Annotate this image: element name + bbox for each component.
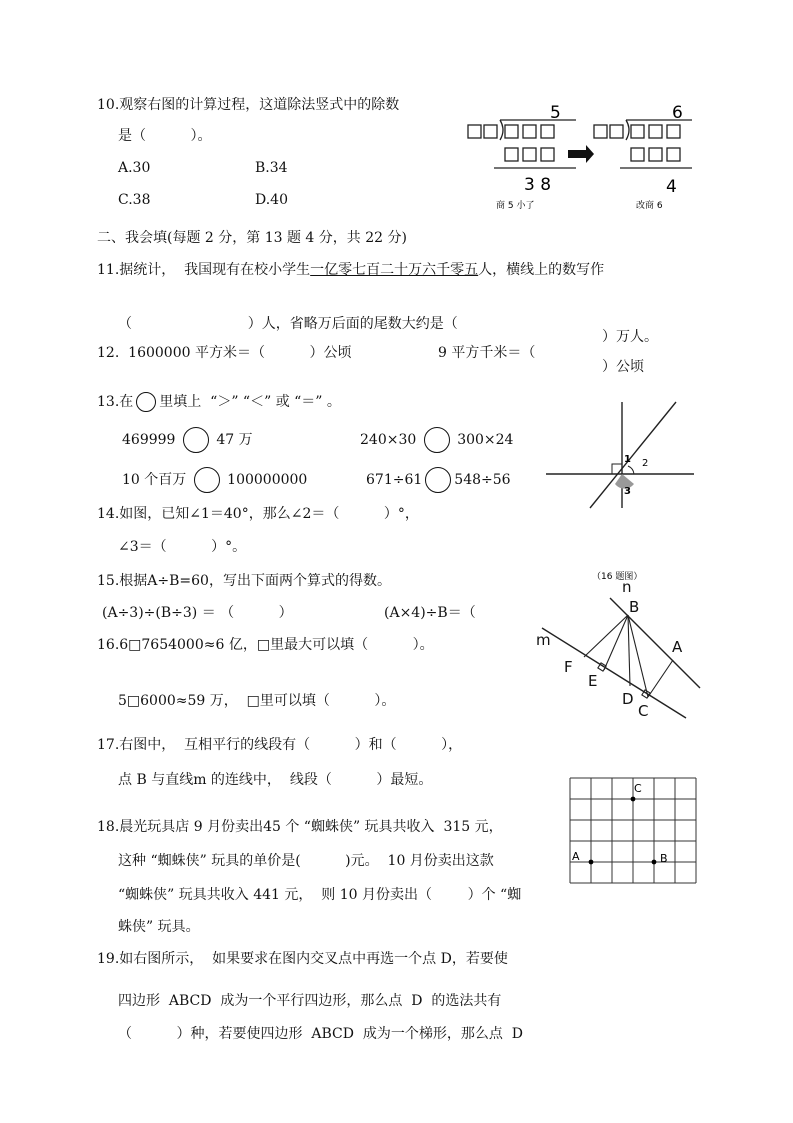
label-b: B: [629, 598, 640, 616]
point-b: [652, 860, 657, 865]
point-c: [631, 797, 636, 802]
q18-line3: “蜘蛛侠” 玩具共收入 441 元， 则 10 月份卖出（ ）个 “蜘: [118, 887, 522, 903]
label-m: m: [536, 631, 551, 649]
grid-label-c: C: [634, 782, 642, 795]
q13-r1-c: 240×30: [360, 432, 417, 448]
q10-remainder-left: 3 8: [524, 175, 552, 195]
section-2-heading: 二、我会填(每题 2 分，第 13 题 4 分，共 22 分): [97, 230, 407, 246]
q18-line1: 18.晨光玩具店 9 月份卖出45 个 “蜘蛛侠” 玩具共收入 315 元，: [97, 819, 503, 835]
left-division: [468, 120, 576, 168]
label-a: A: [672, 638, 683, 656]
q13-stem: [97, 392, 341, 412]
q10-option-d: D.40: [255, 192, 288, 208]
q17-line1: 17.右图中， 互相平行的线段有（ ）和（ ），: [97, 737, 463, 753]
angle-label-2: 2: [642, 458, 649, 469]
perpendicular-figure: [530, 570, 702, 720]
q12-part-c: ）公顷: [602, 359, 644, 375]
q13-r2-b: 100000000: [227, 472, 308, 488]
q15-stem: 15.根据A÷B=60，写出下面两个算式的得数。: [97, 573, 391, 589]
arrow-icon: [568, 145, 594, 163]
q10-quotient-left: 5: [550, 103, 561, 123]
label-c: C: [638, 702, 649, 720]
q10-option-a: A.30: [118, 160, 151, 176]
angle-figure: [546, 400, 696, 510]
q12-part-b: 9 平方千米＝（: [438, 345, 536, 361]
compare-circle[interactable]: [183, 427, 209, 453]
q17-line2: 点 B 与直线m 的连线中， 线段（ ）最短。: [118, 772, 433, 788]
q11-line2: （ ）人，省略万后面的尾数大约是（: [118, 316, 458, 332]
q10-stem: 10.观察右图的计算过程，这道除法竖式中的除数: [97, 97, 400, 113]
q10-remainder-right: 4: [666, 177, 677, 197]
q11-post: 人，横线上的数写作: [478, 262, 605, 278]
q14-line2: ∠3＝（ ）°。: [118, 539, 247, 555]
q13-row2-left: [122, 467, 307, 493]
q16-line2: 5□6000≈59 万， □里可以填（ ）。: [118, 693, 396, 709]
label-d: D: [622, 690, 634, 708]
q13-r2-d: 548÷56: [454, 472, 511, 488]
q13-row1-left: [122, 427, 253, 453]
angle-label-1: 1: [624, 454, 631, 465]
q15-a: (A÷3)÷(B÷3) ＝ （ ）: [102, 605, 293, 621]
q18-line4: 蛛侠” 玩具。: [118, 919, 200, 935]
q10-option-b: B.34: [255, 160, 288, 176]
q13-instruction: 里填上 “＞” “＜” 或 “＝” 。: [159, 394, 341, 410]
circle-blank-icon: [136, 392, 156, 412]
q13-r1-a: 469999: [122, 432, 176, 448]
compare-circle[interactable]: [194, 467, 220, 493]
q13-row2-right: [366, 467, 511, 493]
q13-prefix: 13.在: [97, 394, 134, 410]
q18-line2: 这种 “蜘蛛侠” 玩具的单价是( )元。 10 月份卖出这款: [118, 853, 494, 869]
line-n: [610, 598, 700, 688]
point-a: [589, 860, 594, 865]
q16-line1: 16.6□7654000≈6 亿，□里最大可以填（ ）。: [97, 637, 434, 653]
compare-circle[interactable]: [424, 427, 450, 453]
q13-r1-b: 47 万: [216, 432, 253, 448]
label-n: n: [622, 578, 632, 596]
q10-blank-line: 是（ ）。: [118, 128, 212, 144]
q10-option-c: C.38: [118, 192, 151, 208]
angle-label-3: 3: [624, 486, 631, 497]
q12-part-a: 12. 1600000 平方米＝（ ）公顷: [97, 345, 352, 361]
dot-grid-figure: [570, 778, 698, 888]
q10-note-left: 商 5 小了: [496, 201, 535, 211]
q10-division-figure: [466, 100, 696, 210]
q19-line1: 19.如右图所示， 如果要求在图内交叉点中再选一个点 D，若要使: [97, 951, 508, 967]
label-e: E: [588, 672, 598, 690]
compare-circle[interactable]: [425, 467, 451, 493]
q13-r2-c: 671÷61: [366, 472, 423, 488]
grid-label-a: A: [572, 850, 580, 863]
q10-note-right: 改商 6: [636, 201, 663, 211]
label-f: F: [564, 658, 573, 676]
q14-line1: 14.如图，已知∠1＝40°，那么∠2＝（ ）°，: [97, 506, 419, 522]
fig16-caption: （16 题图）: [592, 572, 643, 582]
q11-underlined-number: 一亿零七百二十万六千零五: [310, 262, 479, 278]
q13-row1-right: [360, 427, 513, 453]
q11-line1: [97, 262, 604, 279]
grid-lines: [570, 778, 696, 883]
right-division: [594, 120, 692, 168]
q19-line3: （ ）种，若要使四边形 ABCD 成为一个梯形，那么点 D: [118, 1026, 524, 1042]
q13-r2-a: 10 个百万: [122, 472, 187, 488]
q19-line2: 四边形 ABCD 成为一个平行四边形，那么点 D 的选法共有: [118, 993, 502, 1009]
grid-label-b: B: [660, 852, 668, 865]
q11-pre: 11.据统计， 我国现有在校小学生: [97, 262, 311, 278]
q13-r1-d: 300×24: [457, 432, 514, 448]
q15-b: (A×4)÷B＝（: [384, 605, 476, 621]
q10-quotient-right: 6: [672, 103, 683, 123]
q11-line2-end: ）万人。: [602, 329, 658, 345]
